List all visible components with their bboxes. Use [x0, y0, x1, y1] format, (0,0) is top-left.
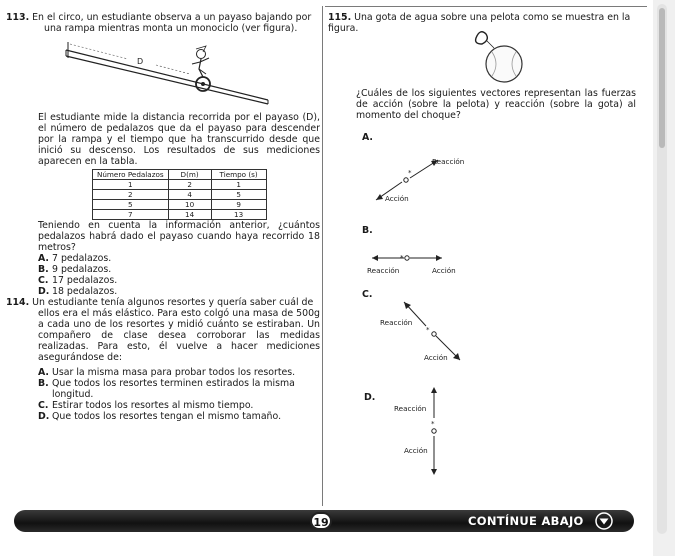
table-header-row	[93, 170, 267, 180]
answer-option[interactable]	[38, 264, 320, 275]
option-text: 17 pedalazos.	[52, 275, 118, 286]
answer-option[interactable]	[38, 378, 320, 400]
option-letter: D.	[38, 411, 50, 422]
table-header: Tiempo (s)	[211, 170, 266, 180]
option-text: Que todos los resortes terminen estirados la misma longitud.	[52, 378, 295, 400]
question-115-prompt: ¿Cuáles de los siguientes vectores representan las fuerzas de acción (sobre la pelota) y reacción (sobre la gota) al momento del choque?	[356, 88, 636, 121]
table-cell: 13	[211, 210, 266, 220]
reaction-label: Reacción	[394, 404, 427, 413]
answer-option[interactable]	[38, 286, 320, 297]
svg-text:*: *	[400, 254, 404, 262]
table-cell: 5	[93, 200, 169, 210]
scrollbar-thumb[interactable]	[659, 8, 665, 148]
ramp-illustration	[6, 34, 320, 112]
action-label: Acción	[424, 353, 448, 362]
top-rule	[325, 6, 647, 7]
table-row	[93, 190, 267, 200]
table-cell: 1	[93, 180, 169, 190]
distance-label: D	[137, 57, 144, 66]
page-number-badge: 19	[310, 512, 332, 530]
option-text: Estirar todos los resortes al mismo tiempo.	[52, 400, 254, 411]
option-letter: A.	[38, 253, 49, 264]
question-115-intro: Una gota de agua sobre una pelota como se muestra en la figura.	[328, 12, 631, 34]
option-letter: C.	[38, 400, 49, 411]
question-114-text: ellos era el más elástico. Para esto colgó una masa de 500g a cada uno de los resortes y midió cuánto se estiraban. Un compañero de clase desea corroborar las medidas realizadas. Para esto, él vuelve a hacer mediciones asegurándose de:	[38, 308, 320, 363]
svg-text:*: *	[426, 326, 430, 334]
table-row	[93, 210, 267, 220]
measurements-table	[92, 169, 267, 220]
table-cell: 9	[211, 200, 266, 210]
vector-option-d[interactable]	[424, 384, 444, 480]
question-113-prompt: Teniendo en cuenta la información anterior, ¿cuántos pedalazos habrá dado el payaso cuando haya recorrido 18 metros?	[38, 220, 320, 253]
action-label: Acción	[432, 266, 456, 275]
question-intro-line2: una rampa mientras monta un monociclo (ver figura).	[44, 23, 298, 34]
question-114-options	[6, 367, 320, 422]
table-row	[93, 180, 267, 190]
answer-option[interactable]	[38, 367, 320, 378]
question-113-options	[6, 253, 320, 297]
answer-option[interactable]	[38, 400, 320, 411]
table-header: D(m)	[168, 170, 211, 180]
question-114	[6, 297, 320, 422]
table-row	[93, 200, 267, 210]
option-text: 18 pedalazos.	[52, 286, 118, 297]
action-label: Acción	[404, 446, 428, 455]
option-letter: B.	[38, 264, 49, 275]
table-cell: 5	[211, 190, 266, 200]
continue-label[interactable]: CONTÍNUE ABAJO	[468, 514, 584, 528]
svg-text:*: *	[408, 169, 412, 177]
option-letter: D.	[38, 286, 50, 297]
table-cell: 7	[93, 210, 169, 220]
answer-option[interactable]	[38, 275, 320, 286]
table-cell: 4	[168, 190, 211, 200]
option-text: 9 pedalazos.	[52, 264, 112, 275]
reaction-label: Reacción	[367, 266, 400, 275]
option-letter: B.	[38, 378, 49, 389]
chevron-down-icon[interactable]	[595, 512, 613, 530]
question-intro-line1: En el circo, un estudiante observa a un payaso bajando por	[32, 12, 312, 23]
table-cell: 14	[168, 210, 211, 220]
reaction-label: Reacción	[380, 318, 413, 327]
question-number: 114.	[6, 297, 30, 308]
table-cell: 2	[93, 190, 169, 200]
svg-text:*: *	[431, 420, 435, 428]
reaction-label: Reacción	[432, 157, 465, 166]
question-number: 115.	[328, 12, 352, 23]
ramp-figure	[6, 34, 320, 112]
table-header: Número Pedalazos	[93, 170, 169, 180]
question-113-text: El estudiante mide la distancia recorrida por el payaso (D), el número de pedalazos que da el payaso para descender por la rampa y el tiempo que ha transcurrido desde que inició su descenso. Los resultados de sus mediciones aparecen en la tabla.	[38, 112, 320, 167]
option-text: Usar la misma masa para probar todos los resortes.	[52, 367, 296, 378]
option-letter[interactable]: D.	[364, 392, 376, 403]
action-label: Acción	[385, 194, 409, 203]
option-letter: C.	[38, 275, 49, 286]
option-letter: A.	[38, 367, 49, 378]
left-column	[6, 12, 320, 422]
column-divider	[322, 6, 323, 506]
vertical-scrollbar[interactable]	[657, 4, 667, 534]
question-number: 113.	[6, 12, 30, 23]
table-cell: 1	[211, 180, 266, 190]
answer-option[interactable]	[38, 411, 320, 422]
drop-and-ball-figure	[470, 26, 540, 86]
table-cell: 10	[168, 200, 211, 210]
question-113	[6, 12, 320, 297]
question-114-first-line: Un estudiante tenía algunos resortes y quería saber cuál de	[32, 297, 314, 308]
option-text: 7 pedalazos.	[52, 253, 112, 264]
option-letter[interactable]: A.	[362, 132, 373, 143]
option-text: Que todos los resortes tengan el mismo tamaño.	[52, 411, 282, 422]
option-letter[interactable]: C.	[362, 289, 373, 300]
answer-option[interactable]	[38, 253, 320, 264]
table-cell: 2	[168, 180, 211, 190]
vector-option-b[interactable]	[370, 250, 446, 266]
option-letter[interactable]: B.	[362, 225, 373, 236]
